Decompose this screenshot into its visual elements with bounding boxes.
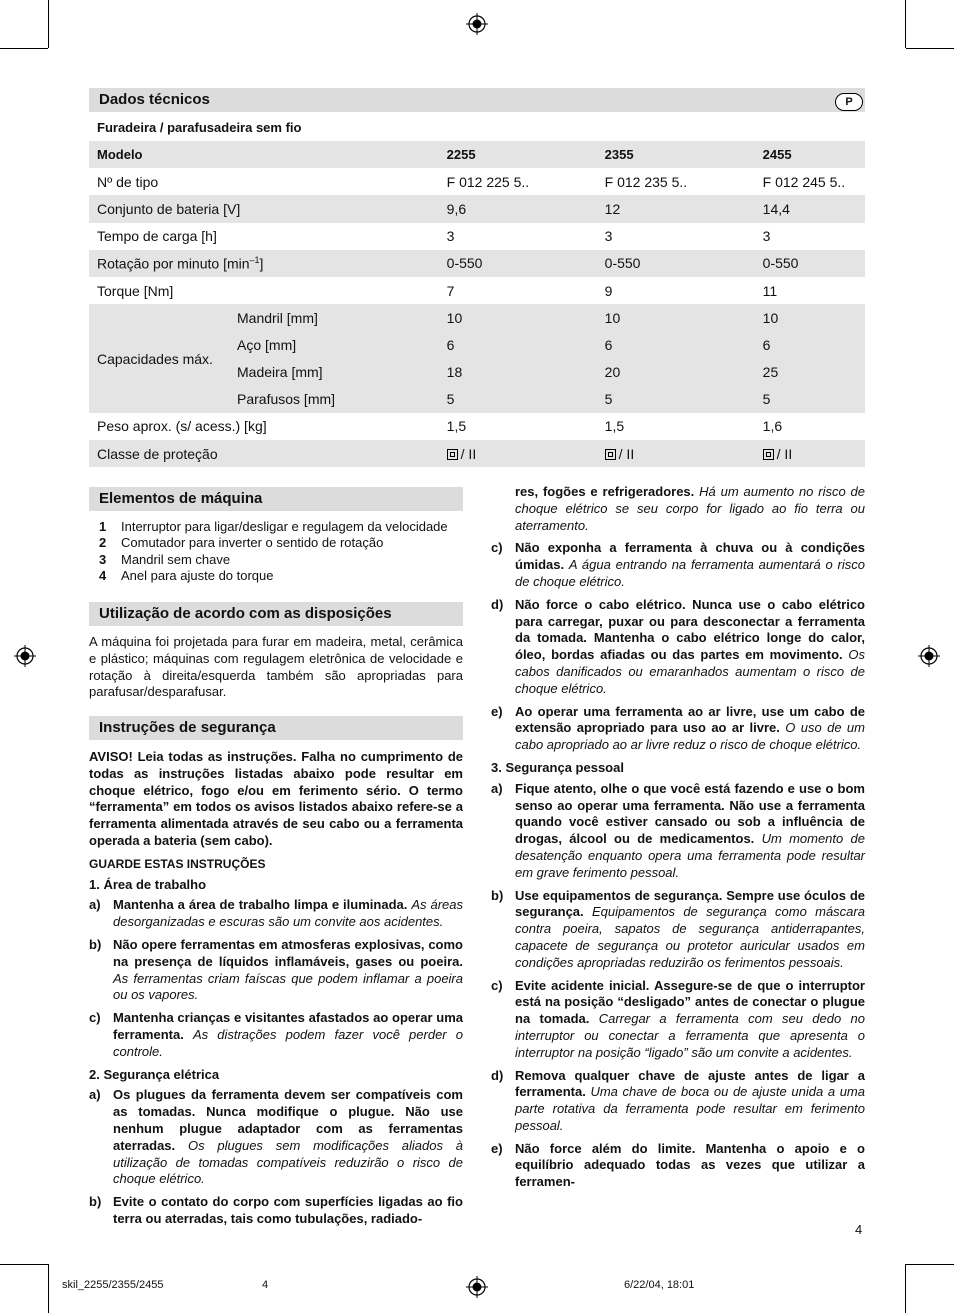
row-label: Classe de proteção: [89, 440, 439, 467]
item-text: Anel para ajuste do torque: [121, 568, 274, 584]
row-label: Nº de tipo: [97, 173, 159, 190]
usage-text: [89, 634, 463, 701]
row-label: Peso aprox. (s/ acess.) [kg]: [97, 418, 267, 435]
row-label: Capacidades máx.: [89, 304, 229, 413]
crop-mark: [48, 0, 49, 48]
row-label-end: ]: [259, 255, 264, 272]
item-italic: O uso de um cabo apropriado ao ar livre reduz o risco de choque elétrico.: [515, 720, 865, 753]
item-text: [515, 1141, 865, 1191]
list-item: [491, 1141, 865, 1191]
list-item: [491, 888, 865, 972]
section-heading-usage: [89, 602, 463, 626]
spec-table: [89, 141, 865, 467]
item-text: [515, 978, 865, 1062]
table-cell: 25: [755, 359, 865, 386]
list-item: [89, 519, 463, 535]
item-letter: c): [491, 977, 503, 993]
item-text: [113, 897, 463, 931]
row-label-text: Rotação por minuto [min: [97, 255, 250, 272]
language-badge: P: [835, 93, 863, 111]
item-number: 2: [99, 535, 107, 551]
list-item: [89, 1194, 463, 1228]
item-italic: Equipamentos de segurança como máscara contra poeira, sapatos de segurança antiderrapantes, capacete de segurança ou protetor auricular usados em condições apropriadas reduzirão os ferimentos pessoais.: [515, 904, 865, 970]
item-letter: d): [491, 596, 504, 612]
crop-mark: [906, 48, 954, 49]
item-number: 1: [99, 519, 107, 534]
protection-class-value: / II: [460, 445, 477, 462]
table-cell: [755, 440, 865, 467]
safety-right-column: [491, 484, 865, 1191]
table-row: [89, 168, 865, 195]
list-item: [89, 552, 463, 568]
table-cell: 20: [597, 359, 755, 386]
item-bold: Evite acidente inicial. Assegure-se de que o interruptor está na posição “desligado” antes de conectar o plugue na tomada.: [515, 977, 865, 1027]
table-cell: 6: [597, 331, 755, 358]
item-number: 4: [99, 568, 107, 584]
table-row: [89, 195, 865, 222]
crop-mark: [906, 1264, 954, 1265]
table-cell: 0-550: [597, 250, 755, 277]
section-heading-safety: [89, 716, 463, 740]
item-text: res, fogões e refrigeradores. Há um aumento no risco de choque elétrico se seu corpo for ligado ao fio terra ou aterramento.: [515, 484, 865, 533]
table-cell: 5: [597, 386, 755, 413]
item-bold: Remova qualquer chave de ajuste antes de ligar a ferramenta.: [515, 1067, 865, 1100]
item-bold: Não force o cabo elétrico. Nunca use o cabo elétrico para carregar, puxar ou para desconectar a ferramenta da tomada. Mantenha o cabo elétrico longe do calor, óleo, bordas afiadas ou das partes em movimento.: [515, 596, 865, 663]
item-letter: e): [491, 1140, 503, 1156]
crop-mark: [0, 1264, 48, 1265]
item-text: [515, 597, 865, 698]
footer-page: 4: [262, 1279, 269, 1291]
table-cell: F 012 225 5..: [446, 173, 530, 190]
item-bold: Não force além do limite. Mantenha o apoio e o equilíbrio adequado todas as vezes que utilizar a ferramen-: [515, 1140, 865, 1190]
subsection-title: 1. Área de trabalho: [89, 876, 207, 892]
list-item: [89, 937, 463, 1004]
item-bold: Não exponha a ferramenta à chuva ou à condições úmidas.: [515, 540, 865, 573]
table-row: [89, 413, 865, 440]
list-item: [89, 535, 463, 551]
table-row: [89, 277, 865, 304]
table-cell: 12: [597, 195, 755, 222]
item-text: [515, 1068, 865, 1135]
table-header-cell: 2255: [439, 141, 597, 168]
keep-instructions: GUARDE ESTAS INSTRUÇÕES: [89, 856, 266, 871]
table-cell: 11: [762, 282, 778, 299]
item-text: Mandril sem chave: [121, 551, 231, 567]
list-item: [491, 978, 865, 1062]
row-label: Tempo de carga [h]: [97, 228, 217, 245]
item-italic: As distrações podem fazer você perder o controle.: [113, 1026, 463, 1059]
tech-data-title: Dados técnicos: [99, 91, 210, 108]
item-text: [515, 888, 865, 972]
item-bold: Mantenha a área de trabalho limpa e iluminada.: [113, 897, 408, 913]
list-item: [89, 568, 463, 584]
item-letter: b): [491, 887, 504, 903]
item-text: [113, 1010, 463, 1060]
crop-mark: [48, 1264, 49, 1313]
item-text: [113, 1087, 463, 1188]
protection-class-value: / II: [776, 445, 793, 462]
subsection-title: 2. Segurança elétrica: [89, 1066, 220, 1082]
registration-mark-icon: [466, 13, 488, 35]
product-subtitle: Furadeira / parafusadeira sem fio: [97, 120, 302, 135]
item-bold: Mantenha crianças e visitantes afastados ao operar uma ferramenta.: [113, 1010, 463, 1042]
table-header-cell: Modelo: [89, 141, 439, 168]
list-item: [491, 704, 865, 754]
table-cell: 10: [597, 304, 755, 331]
table-cell: 1,5: [604, 418, 625, 435]
item-italic: As ferramentas criam faíscas que podem inflamar a poeira ou os vapores.: [113, 970, 463, 1003]
item-italic: Carregar a ferramenta com seu dedo no interruptor ou conectar a ferramenta que apresenta o interruptor na posição “ligado” são um convite a acidentes.: [515, 1011, 865, 1060]
item-text: [515, 540, 865, 590]
item-text: Evite o contato do corpo com superfícies ligadas ao fio terra ou aterradas, tais como tubulações, radiado-: [113, 1194, 463, 1226]
table-cell: 9: [604, 282, 613, 299]
item-letter: a): [89, 1087, 101, 1103]
item-letter: a): [89, 897, 101, 913]
table-cell: 14,4: [755, 195, 865, 222]
item-italic: Os cabos danificados ou emaranhados aumentam o risco de choque elétrico.: [515, 647, 865, 696]
item-text: Comutador para inverter o sentido de rotação: [121, 535, 384, 551]
crop-mark: [0, 48, 48, 49]
table-cell: 5: [439, 386, 597, 413]
protection-class-value: / II: [618, 445, 635, 462]
crop-mark: [905, 1264, 906, 1313]
safety-title: Instruções de segurança: [99, 719, 276, 736]
item-letter: b): [89, 936, 102, 952]
item-text: [515, 781, 865, 882]
item-italic: A água entrando na ferramenta aumentará o risco de choque elétrico.: [515, 557, 865, 589]
row-sublabel: Mandril [mm]: [229, 304, 439, 331]
table-row: [89, 304, 865, 331]
list-item: [491, 1068, 865, 1135]
table-row: [89, 250, 865, 277]
safety-left-column: [89, 749, 463, 1228]
table-cell: 7: [446, 282, 455, 299]
item-italic: Os plugues sem modificações aliados à utilização de tomadas compatíveis reduzirão o risco de choque elétrico.: [113, 1137, 463, 1187]
row-label-superscript: –1: [249, 255, 260, 266]
row-sublabel: Aço [mm]: [229, 331, 439, 358]
protection-class-icon: [763, 449, 774, 460]
item-italic: Uma chave de boca ou de ajuste unida a uma parte rotativa da ferramenta pode resultar em ferimento pessoal.: [515, 1084, 865, 1133]
list-item: [89, 1010, 463, 1060]
list-item: [491, 781, 865, 882]
protection-class-icon: [447, 449, 458, 460]
item-bold: Use equipamentos de segurança. Sempre use óculos de segurança.: [515, 887, 865, 920]
item-bold: Fique atento, olhe o que você está fazendo e use o bom senso ao operar uma ferramenta. Não use a ferramenta quando você estiver cansado ou sob a influência de drogas, álcool ou de medicamentos.: [515, 780, 865, 847]
table-cell: 3: [604, 228, 613, 245]
table-cell: 6: [755, 331, 865, 358]
item-letter: e): [491, 703, 503, 719]
row-label: [89, 250, 439, 277]
row-label: Conjunto de bateria [V]: [89, 195, 439, 222]
table-cell: 1,6: [762, 418, 783, 435]
item-number: 3: [99, 551, 107, 567]
item-text: [113, 937, 463, 1004]
item-italic: Um momento de desatenção enquanto opera uma ferramenta pode resultar em grave ferimento pessoal.: [515, 831, 865, 880]
section-heading-elements: [89, 487, 463, 511]
item-letter: c): [89, 1010, 101, 1026]
table-cell: 9,6: [439, 195, 597, 222]
table-cell: 10: [439, 304, 597, 331]
table-cell: 6: [439, 331, 597, 358]
table-cell: [439, 440, 597, 467]
list-item-continued: [491, 484, 865, 534]
item-text: [515, 704, 865, 754]
table-cell: F 012 245 5..: [762, 173, 846, 190]
item-letter: d): [491, 1067, 504, 1083]
item-bold: Não opere ferramentas em atmosferas explosivas, como na presença de líquidos inflamáveis, gases ou poeira.: [113, 936, 463, 969]
list-item: [89, 1087, 463, 1188]
item-letter: b): [89, 1194, 102, 1210]
elements-list: [89, 519, 463, 585]
item-bold: Ao operar uma ferramenta ao ar livre, use um cabo de extensão apropriado para uso ao ar livre.: [515, 703, 865, 736]
registration-mark-icon: [14, 645, 36, 667]
item-italic: As áreas desorganizadas e escuras são um convite aos acidentes.: [113, 897, 463, 930]
item-italic: Há um aumento no risco de choque elétrico se seu corpo for ligado ao fio terra ou aterramento.: [515, 484, 865, 533]
elements-title: Elementos de máquina: [99, 490, 263, 507]
table-cell: 10: [755, 304, 865, 331]
table-cell: 18: [439, 359, 597, 386]
subsection-title: 3. Segurança pessoal: [491, 759, 624, 775]
row-sublabel: Parafusos [mm]: [229, 386, 439, 413]
row-sublabel: Madeira [mm]: [229, 359, 439, 386]
item-text: Interruptor para ligar/desligar e regulagem da velocidade: [121, 519, 448, 534]
crop-mark: [905, 0, 906, 48]
table-row: [89, 440, 865, 467]
page-number: 4: [855, 1222, 863, 1237]
row-label: Torque [Nm]: [97, 282, 174, 299]
footer-filename: skil_2255/2355/2455: [62, 1279, 164, 1291]
list-item: [491, 597, 865, 698]
table-cell: 3: [446, 228, 455, 245]
safety-warning: AVISO! Leia todas as instruções. Falha no cumprimento de todas as instruções listadas abaixo pode resultar em choque elétrico, fogo e/ou em ferimento sério. O termo “ferramenta” em todos os avisos listados abaixo refere-se a ferramenta alimentada através de seu cabo ou a ferramenta operada a bateria (sem cabo).: [89, 749, 463, 848]
table-cell: 0-550: [755, 250, 865, 277]
table-cell: F 012 235 5..: [604, 173, 688, 190]
table-cell: [597, 440, 755, 467]
table-cell: 5: [755, 386, 865, 413]
item-letter: a): [491, 780, 503, 796]
registration-mark-icon: [918, 645, 940, 667]
usage-paragraph: A máquina foi projetada para furar em madeira, metal, cerâmica e plástico; máquinas com regulagem eletrônica de velocidade e rotação à direita/esquerda também são apropriadas para parafusar/desparafusar.: [89, 634, 463, 700]
table-cell: 0-550: [439, 250, 597, 277]
table-cell: 1,5: [446, 418, 467, 435]
list-item: [89, 897, 463, 931]
table-row: [89, 223, 865, 250]
table-cell: 3: [762, 228, 771, 245]
table-header-cell: 2355: [597, 141, 755, 168]
table-header-cell: 2455: [755, 141, 865, 168]
item-letter: c): [491, 540, 503, 556]
table-header-row: [89, 141, 865, 168]
section-heading-tech-data: [89, 88, 865, 112]
protection-class-icon: [605, 449, 616, 460]
item-bold: Os plugues da ferramenta devem ser compatíveis com as tomadas. Nunca modifique o plugue. Não use nenhum plugue adaptador com as ferramentas aterradas.: [113, 1087, 463, 1153]
footer-date: 6/22/04, 18:01: [624, 1279, 695, 1291]
registration-mark-icon: [466, 1276, 488, 1298]
list-item: [491, 540, 865, 590]
usage-title: Utilização de acordo com as disposições: [99, 605, 392, 622]
